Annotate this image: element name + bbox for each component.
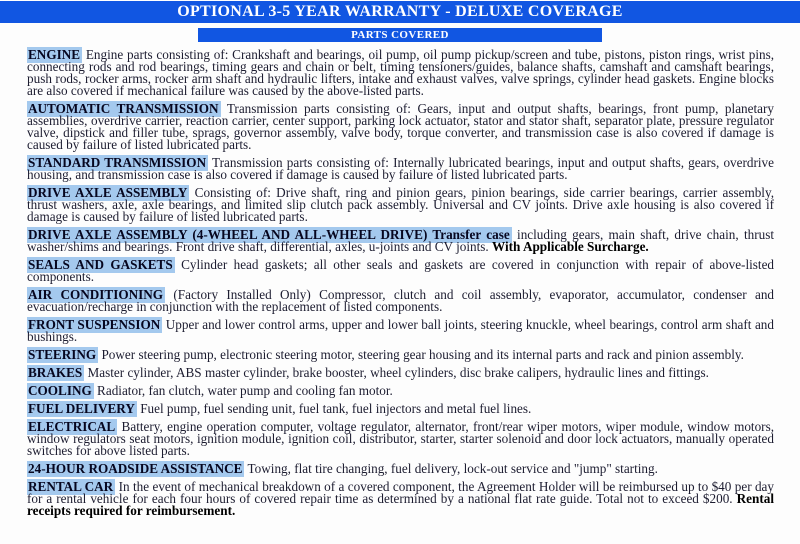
section-heading: 24-HOUR ROADSIDE ASSISTANCE [28,461,243,476]
section-bold-note: Rental receipts required for reimbursement. [27,491,774,518]
coverage-section [27,463,774,475]
section-body-text: In the event of mechanical breakdown of a covered component, the Agreement Holder will be reimbursed up to $40 per day for a rental vehicle for each four hours of covered repair time as determined by a national flat rate guide. Total not to exceed $200. [27,479,775,506]
section-heading: FRONT SUSPENSION [28,317,161,332]
coverage-section [27,229,774,253]
section-heading: COOLING [28,383,92,398]
section-body-text: Master cylinder, ABS master cylinder, brake booster, wheel cylinders, disc brake calipers, hydraulic lines and fittings. [87,365,709,380]
title-bar [0,1,800,23]
section-heading: ELECTRICAL [28,419,116,434]
section-heading: AIR CONDITIONING [28,287,164,302]
section-body-text: Transmission parts consisting of: Gears, input and output shafts, bearings, front pump, planetary assemblies, overdrive carrier, reaction carrier, center support, parking lock actuator, stator and stator shaft, separator plate, pressure regulator valve, dipstick and filler tube, sprags, governor assembly, valve body, torque converter, and transmission case is also covered if damage is caused by failure of listed lubricated parts. [27,101,774,152]
section-body-text: Battery, engine operation computer, voltage regulator, alternator, front/rear wiper motors, wiper module, window motors, window regulators seat motors, ignition module, ignition coil, distributor, starter, starter solenoid and door lock actuators, manually operated switches for above listed parts. [27,419,775,458]
coverage-section [27,385,774,397]
section-body-text: Transmission parts consisting of: Internally lubricated bearings, input and output shafts, gears, overdrive housing, and transmission case is also covered if damage is caused by failure of listed lubricated parts. [27,155,774,182]
section-bold-note: With Applicable Surcharge. [492,239,649,254]
section-heading: ENGINE [28,47,81,62]
section-body-text: Upper and lower control arms, upper and lower ball joints, steering knuckle, wheel bearings, control arm shaft and bushings. [27,317,774,344]
section-heading: SEALS AND GASKETS [28,257,173,272]
coverage-section [27,157,774,181]
coverage-section [27,187,774,223]
coverage-section [27,481,774,517]
section-heading: FUEL DELIVERY [28,401,135,416]
coverage-section [27,367,774,379]
document-title: OPTIONAL 3-5 YEAR WARRANTY - DELUXE COVERAGE [177,3,623,20]
coverage-section [27,103,774,151]
section-heading: STEERING [28,347,97,362]
section-heading: RENTAL CAR [28,479,114,494]
coverage-section [27,259,774,283]
section-body-text: Fuel pump, fuel sending unit, fuel tank, fuel injectors and metal fuel lines. [140,401,532,416]
parts-covered-bar [198,28,602,42]
section-body-text: including gears, main shaft, drive chain, thrust washer/shims and bearings. Front drive shaft, differential, axles, u-joints and CV joints. [27,227,774,254]
coverage-section [27,49,774,97]
section-body-text: Consisting of: Drive shaft, ring and pinion gears, pinion bearings, side carrier bearings, carrier assembly, thrust washers, axle, axle bearings, and limited slip clutch pack assembly. Universal and CV joints. Drive axle housing is also covered if damage is caused by failure of listed lubricated parts. [27,185,774,224]
section-body-text: Radiator, fan clutch, water pump and cooling fan motor. [97,383,393,398]
coverage-section [27,421,774,457]
sections-container [0,42,800,517]
section-body-text: Cylinder head gaskets; all other seals and gaskets are covered in conjunction with repair of above-listed components. [27,257,775,284]
section-heading: STANDARD TRANSMISSION [28,155,207,170]
coverage-section [27,403,774,415]
section-body-text: (Factory Installed Only) Compressor, clutch and coil assembly, evaporator, accumulator, condenser and evacuation/recharge in conjunction with the replacement of listed components. [27,287,775,314]
parts-covered-row [0,28,800,42]
section-heading: DRIVE AXLE ASSEMBLY [28,185,188,200]
section-heading: BRAKES [28,365,83,380]
parts-covered-label: PARTS COVERED [351,29,449,41]
coverage-section [27,289,774,313]
coverage-section [27,319,774,343]
section-body-text: Towing, flat tire changing, fuel delivery, lock-out service and "jump" starting. [247,461,658,476]
section-body-text: Power steering pump, electronic steering motor, steering gear housing and its internal parts and rack and pinion assembly. [101,347,744,362]
coverage-section [27,349,774,361]
section-body-text: Engine parts consisting of: Crankshaft and bearings, oil pump, oil pump pickup/screen and tube, pistons, piston rings, wrist pins, connecting rods and rod bearings, timing gears and chain or belt, timing tensioners/guides, balance shafts, camshaft and camshaft bearings, push rods, rocker arms, rocker arm shaft and hydraulic lifters, intake and exhaust valves, valve springs, cylinder head gaskets. Engine blocks are also covered if mechanical failure was caused by the above-listed parts. [27,47,775,98]
section-heading: AUTOMATIC TRANSMISSION [28,101,219,116]
section-heading: DRIVE AXLE ASSEMBLY (4-WHEEL AND ALL-WHEEL DRIVE) Transfer case [28,227,510,242]
warranty-document-page [0,1,800,544]
